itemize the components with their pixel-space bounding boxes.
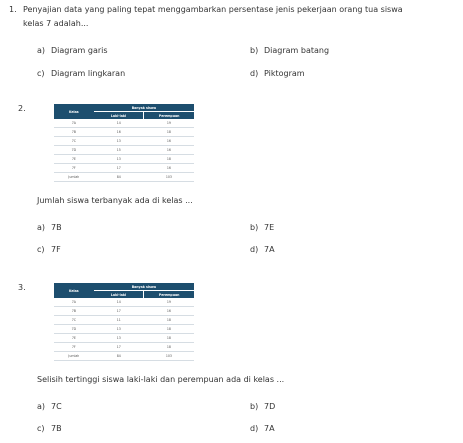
table-cell: 7F [54,343,94,352]
table-row [54,155,194,164]
table-cell: 18 [144,316,194,325]
q1-option-c-label: c) [37,69,45,78]
q3-option-d-label: d) [250,424,259,433]
q1-option-d-text[interactable]: Piktogram [264,69,305,78]
table-row [54,334,194,343]
q1-option-c-text[interactable]: Diagram lingkaran [51,69,126,78]
table-cell: 103 [144,352,194,361]
table-header-group: Banyak siswa [94,104,194,112]
table-header-class: Kelas [54,283,94,298]
table-cell: 13 [94,137,144,146]
q1-option-b-text[interactable]: Diagram batang [264,46,330,55]
table-cell: 14 [94,298,144,307]
table-row [54,307,194,316]
table-cell: 13 [94,334,144,343]
q2-option-b-text[interactable]: 7E [264,223,275,232]
q1-option-b-label: b) [250,46,259,55]
q3-option-c-label: c) [37,424,45,433]
table-row [54,164,194,173]
question-3-text: Selisih tertinggi siswa laki-laki dan perempuan ada di kelas ... [37,375,285,384]
table-header-female: Perempuan [144,112,194,120]
table-cell: 16 [144,137,194,146]
table-cell: 19 [144,298,194,307]
table-cell: 7D [54,325,94,334]
table-cell: 17 [94,164,144,173]
table-header-male: Laki-laki [94,291,144,299]
table-cell: 18 [144,334,194,343]
question-3-number: 3. [18,283,26,292]
table-row [54,146,194,155]
table-row [54,119,194,128]
question-2-number: 2. [18,104,26,113]
q2-student-table [54,104,194,182]
q3-option-b-label: b) [250,402,259,411]
table-cell: 84 [94,173,144,182]
table-cell: 19 [144,119,194,128]
table-cell: 7A [54,119,94,128]
question-1-text-line1: Penyajian data yang paling tepat menggambarkan persentase jenis pekerjaan orang tua siswa [23,5,403,14]
table-cell: 16 [94,128,144,137]
q1-option-a-label: a) [37,46,46,55]
q3-option-a-text[interactable]: 7C [51,402,62,411]
table-row-total [54,352,194,361]
table-cell: 7C [54,316,94,325]
table-cell: 18 [144,128,194,137]
table-cell: 14 [94,119,144,128]
q3-option-d-text[interactable]: 7A [264,424,275,433]
table-row [54,316,194,325]
table-cell: 7B [54,128,94,137]
table-header-class: Kelas [54,104,94,119]
table-cell: 18 [144,155,194,164]
table-cell: Jumlah [54,352,94,361]
table-cell: 16 [144,164,194,173]
table-cell: 17 [94,343,144,352]
table-cell: 13 [94,155,144,164]
q3-option-c-text[interactable]: 7B [51,424,62,433]
q2-option-c-label: c) [37,245,45,254]
table-cell: 15 [94,146,144,155]
table-cell: 16 [144,146,194,155]
table-row [54,128,194,137]
table-cell: 11 [94,316,144,325]
table-cell: 7E [54,334,94,343]
q3-student-table [54,283,194,361]
table-header-male: Laki-laki [94,112,144,120]
q2-option-a-text[interactable]: 7B [51,223,62,232]
table-cell: 13 [94,325,144,334]
q3-option-b-text[interactable]: 7D [264,402,276,411]
question-1-text-line2: kelas 7 adalah... [23,19,89,28]
table-cell: Jumlah [54,173,94,182]
table-cell: 7C [54,137,94,146]
q1-option-a-text[interactable]: Diagram garis [51,46,108,55]
q2-option-b-label: b) [250,223,259,232]
question-2-text: Jumlah siswa terbanyak ada di kelas ... [37,196,193,205]
table-cell: 103 [144,173,194,182]
q1-option-d-label: d) [250,69,259,78]
table-cell: 17 [94,307,144,316]
table-row [54,343,194,352]
table-cell: 18 [144,325,194,334]
q2-option-d-label: d) [250,245,259,254]
q3-option-a-label: a) [37,402,46,411]
table-cell: 7D [54,146,94,155]
table-cell: 84 [94,352,144,361]
table-header-group: Banyak siswa [94,283,194,291]
question-1-number: 1. [9,5,17,14]
q2-option-d-text[interactable]: 7A [264,245,275,254]
table-cell: 7F [54,164,94,173]
table-row [54,137,194,146]
table-row-total [54,173,194,182]
table-header-female: Perempuan [144,291,194,299]
table-cell: 7B [54,307,94,316]
table-row [54,325,194,334]
q2-option-c-text[interactable]: 7F [51,245,61,254]
table-cell: 7A [54,298,94,307]
q2-option-a-label: a) [37,223,46,232]
table-row [54,298,194,307]
table-cell: 18 [144,343,194,352]
table-cell: 7E [54,155,94,164]
table-cell: 16 [144,307,194,316]
